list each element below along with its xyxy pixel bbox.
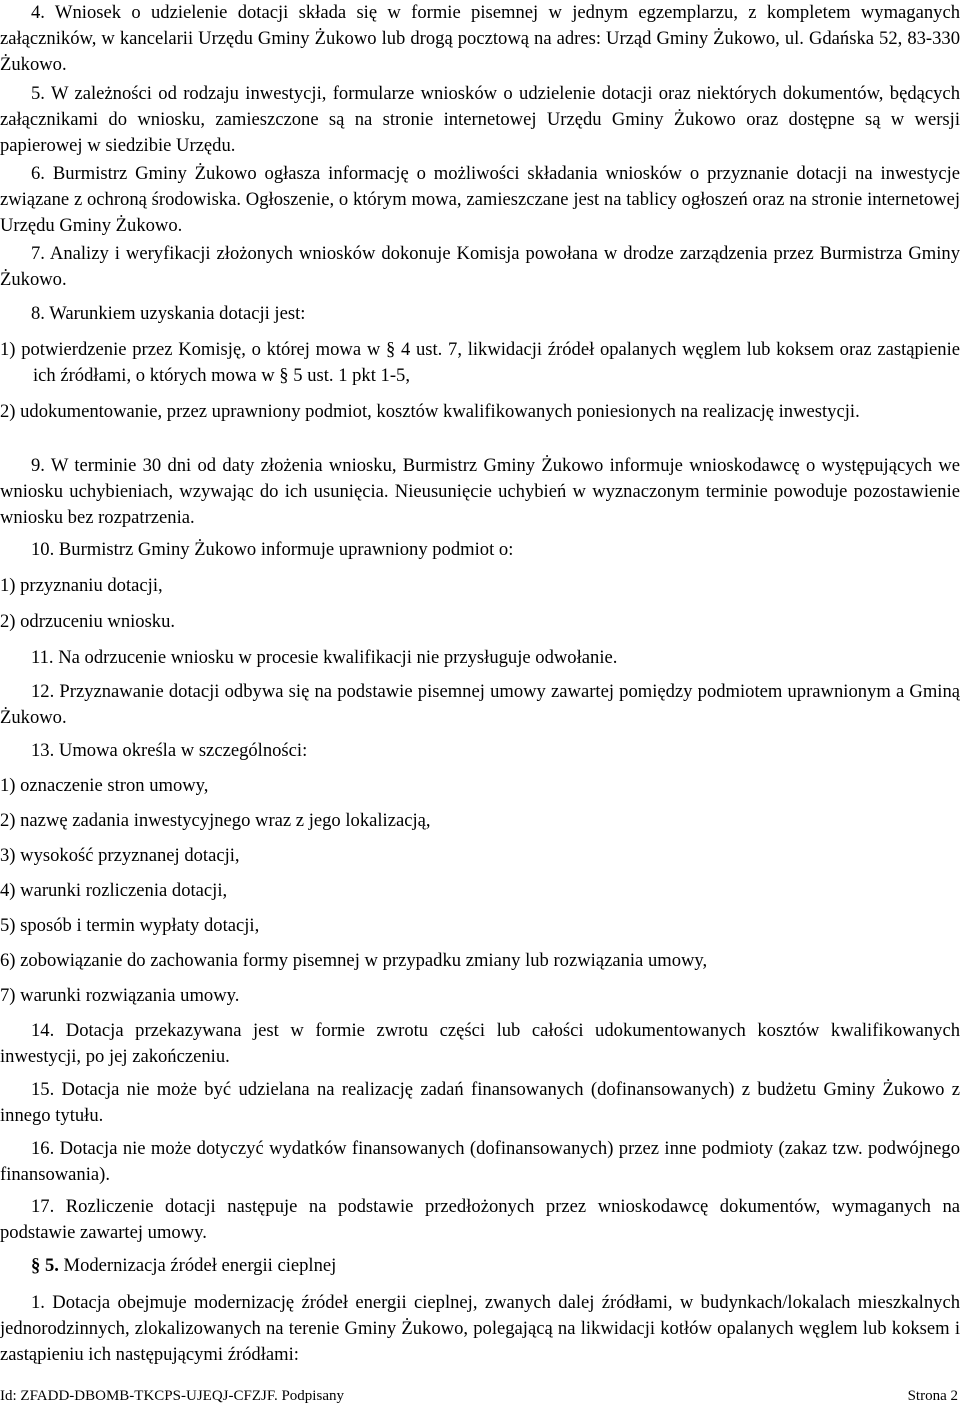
list-item: 2) nazwę zadania inwestycyjnego wraz z jego lokalizacją, xyxy=(0,810,431,831)
list-item: 6) zobowiązanie do zachowania formy pisemnej w przypadku zmiany lub rozwiązania umowy, xyxy=(0,950,708,971)
paragraph-6: 6. Burmistrz Gminy Żukowo ogłasza informację o możliwości składania wniosków o przyznanie dotacji na inwestycje związane z ochroną środowiska. Ogłoszenie, o którym mowa, zamieszczane jest na tablicy ogłoszeń oraz na stronie internetowej Urzędu Gminy Żukowo. xyxy=(0,163,960,236)
list-item: 1) potwierdzenie przez Komisję, o której mowa w § 4 ust. 7, likwidacji źródeł opalanych węglem lub koksem oraz zastąpienie ich źródłami, o których mowa w § 5 ust. 1 pkt 1-5, xyxy=(0,339,960,386)
section-5-heading xyxy=(0,1253,960,1279)
paragraph-17: 17. Rozliczenie dotacji następuje na podstawie przedłożonych przez wnioskodawcę dokumentów, wymaganych na podstawie zawartej umowy. xyxy=(0,1196,960,1243)
list-conditions xyxy=(0,337,960,425)
paragraph-9: 9. W terminie 30 dni od daty złożenia wniosku, Burmistrz Gminy Żukowo informuje wnioskodawcę o występujących we wniosku uchybieniach, wzywając do ich usunięcia. Nieusunięcie uchybień w wyznaczonym terminie powoduje pozostawienie wniosku bez rozpatrzenia. xyxy=(0,455,960,528)
list-item: 1) przyznaniu dotacji, xyxy=(0,575,163,596)
list-item: 3) wysokość przyznanej dotacji, xyxy=(0,845,240,866)
paragraph-13: 13. Umowa określa w szczególności: xyxy=(31,740,308,761)
list-item: 2) udokumentowanie, przez uprawniony podmiot, kosztów kwalifikowanych poniesionych na realizację inwestycji. xyxy=(0,401,860,422)
list-item: 1) oznaczenie stron umowy, xyxy=(0,775,209,796)
section-5-paragraph-1: 1. Dotacja obejmuje modernizację źródeł energii cieplnej, zwanych dalej źródłami, w budynkach/lokalach mieszkalnych jednorodzinnych, zlokalizowanych na terenie Gminy Żukowo, polegającą na likwidacji kotłów opalanych węglem lub koksem i zastąpieniu ich następującymi źródłami: xyxy=(0,1292,960,1365)
paragraph-4: 4. Wniosek o udzielenie dotacji składa się w formie pisemnej w jednym egzemplarzu, z kompletem wymaganych załączników, w kancelarii Urzędu Gminy Żukowo lub drogą pocztową na adres: Urząd Gminy Żukowo, ul. Gdańska 52, 83-330 Żukowo. xyxy=(0,2,960,75)
list-decisions xyxy=(0,573,960,635)
paragraph-12: 12. Przyznawanie dotacji odbywa się na podstawie pisemnej umowy zawartej pomiędzy podmiotem uprawnionym a Gminą Żukowo. xyxy=(0,681,960,728)
paragraph-10: 10. Burmistrz Gminy Żukowo informuje uprawniony podmiot o: xyxy=(31,539,514,560)
paragraph-8: 8. Warunkiem uzyskania dotacji jest: xyxy=(31,303,306,324)
list-item: 5) sposób i termin wypłaty dotacji, xyxy=(0,915,260,936)
paragraph-14: 14. Dotacja przekazywana jest w formie zwrotu części lub całości udokumentowanych kosztów kwalifikowanych inwestycji, po jej zakończeniu. xyxy=(0,1020,960,1067)
list-contract-items xyxy=(0,773,960,1009)
page-number: Strona 2 xyxy=(907,1388,958,1404)
list-item: 2) odrzuceniu wniosku. xyxy=(0,611,176,632)
section-number: § 5. xyxy=(31,1255,59,1276)
paragraph-5: 5. W zależności od rodzaju inwestycji, formularze wniosków o udzielenie dotacji oraz niektórych dokumentów, będących załącznikami do wniosku, zamieszczone są na stronie internetowej Urzędu Gminy Żukowo oraz dostępne są w wersji papierowej w siedzibie Urzędu. xyxy=(0,83,960,156)
paragraph-11: 11. Na odrzucenie wniosku w procesie kwalifikacji nie przysługuje odwołanie. xyxy=(31,647,618,668)
section-title: Modernizacja źródeł energii cieplnej xyxy=(63,1255,337,1276)
paragraph-15: 15. Dotacja nie może być udzielana na realizację zadań finansowanych (dofinansowanych) z budżetu Gminy Żukowo z innego tytułu. xyxy=(0,1079,960,1126)
list-item: 4) warunki rozliczenia dotacji, xyxy=(0,880,228,901)
document-id: Id: ZFADD-DBOMB-TKCPS-UJEQJ-CFZJF. Podpisany xyxy=(0,1388,344,1404)
list-item: 7) warunki rozwiązania umowy. xyxy=(0,985,240,1006)
paragraph-7: 7. Analizy i weryfikacji złożonych wniosków dokonuje Komisja powołana w drodze zarządzenia przez Burmistrza Gminy Żukowo. xyxy=(0,243,960,290)
paragraph-16: 16. Dotacja nie może dotyczyć wydatków finansowanych (dofinansowanych) przez inne podmioty (zakaz tzw. podwójnego finansowania). xyxy=(0,1138,960,1185)
